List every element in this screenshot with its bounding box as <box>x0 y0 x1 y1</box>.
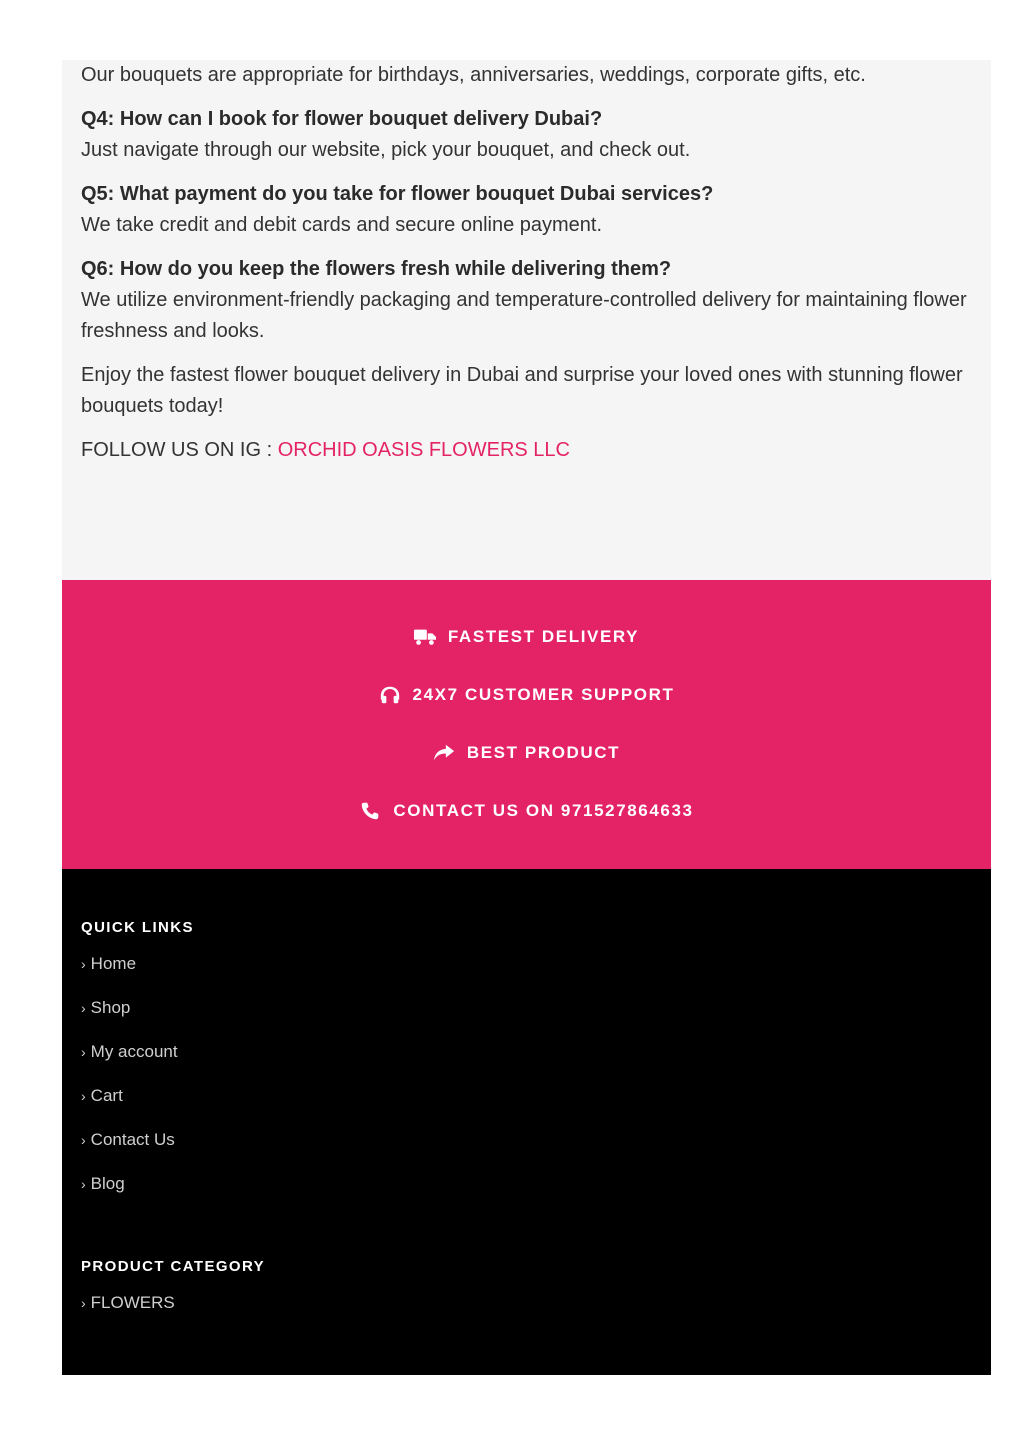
feature-customer-support <box>62 683 991 707</box>
quick-link-shop[interactable]: › Shop <box>81 998 131 1017</box>
category-link-flowers[interactable]: › FLOWERS <box>81 1293 175 1312</box>
quick-link-my-account[interactable]: › My account <box>81 1042 178 1061</box>
phone-icon <box>359 801 381 821</box>
share-arrow-icon <box>433 743 455 763</box>
quick-link-home[interactable]: › Home <box>81 954 137 973</box>
faq-answer-q5: We take credit and debit cards and secure online payment. <box>81 214 603 236</box>
follow-us-line <box>81 435 972 466</box>
faq-answer-q6: We utilize environment-friendly packaging and temperature-controlled delivery for maintaining flower freshness and looks. <box>81 289 967 342</box>
chevron-right-icon: › <box>81 1132 86 1148</box>
product-category-list <box>81 1293 972 1337</box>
faq-question-q5: Q5: What payment do you take for flower bouquet Dubai services? <box>81 183 714 205</box>
follow-us-label: FOLLOW US ON IG : <box>81 439 278 461</box>
faq-answer-q4: Just navigate through our website, pick your bouquet, and check out. <box>81 139 691 161</box>
chevron-right-icon: › <box>81 1295 86 1311</box>
feature-label: BEST PRODUCT <box>466 743 621 762</box>
chevron-right-icon: › <box>81 956 86 972</box>
product-category-heading: PRODUCT CATEGORY <box>81 1258 266 1275</box>
chevron-right-icon: › <box>81 1176 86 1192</box>
feature-contact-phone[interactable] <box>62 799 991 823</box>
chevron-right-icon: › <box>81 1044 86 1060</box>
quick-link-contact-us[interactable]: › Contact Us <box>81 1130 175 1149</box>
features-banner <box>62 580 991 869</box>
quick-links-list <box>81 954 972 1218</box>
truck-icon <box>414 627 436 647</box>
quick-link-blog[interactable]: › Blog <box>81 1174 125 1193</box>
feature-label: FASTEST DELIVERY <box>447 627 640 646</box>
faq-question-q6: Q6: How do you keep the flowers fresh while delivering them? <box>81 258 672 280</box>
faq-answer-q3: Our bouquets are appropriate for birthdays, anniversaries, weddings, corporate gifts, etc. <box>81 64 866 86</box>
quick-links-heading: QUICK LINKS <box>81 919 194 936</box>
faq-section <box>62 60 991 580</box>
faq-closing-text: Enjoy the fastest flower bouquet delivery in Dubai and surprise your loved ones with stunning flower bouquets today! <box>81 364 963 417</box>
page <box>62 61 991 1375</box>
feature-label: 24X7 CUSTOMER SUPPORT <box>412 685 675 704</box>
chevron-right-icon: › <box>81 1088 86 1104</box>
faq-question-q4: Q4: How can I book for flower bouquet delivery Dubai? <box>81 108 603 130</box>
chevron-right-icon: › <box>81 1000 86 1016</box>
instagram-link[interactable]: ORCHID OASIS FLOWERS LLC <box>277 439 570 461</box>
site-footer <box>62 869 991 1375</box>
feature-label: CONTACT US ON 971527864633 <box>393 801 694 820</box>
headphones-icon <box>379 685 401 705</box>
quick-link-cart[interactable]: › Cart <box>81 1086 123 1105</box>
feature-best-product <box>62 741 991 765</box>
feature-fastest-delivery <box>62 625 991 649</box>
